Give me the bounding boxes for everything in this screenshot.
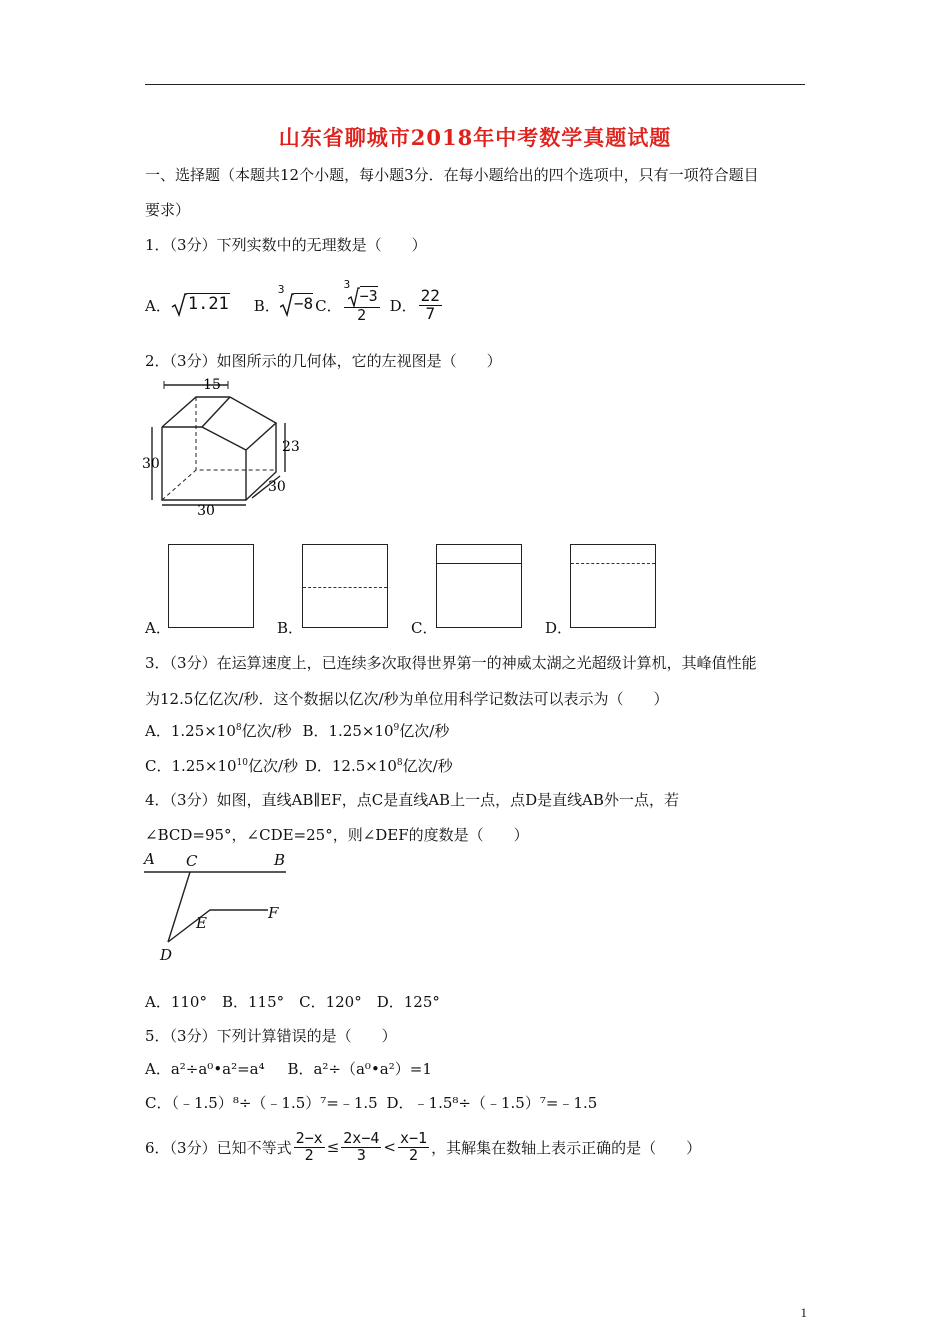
q1-option-c-index: 3 xyxy=(343,277,351,291)
q1-option-c-denominator: 2 xyxy=(357,305,367,324)
q4-line1: 4．（3分）如图，直线AB∥EF，点C是直线AB上一点，点D是直线AB外一点，若 xyxy=(145,791,679,809)
q6-fraction-2-denominator: 3 xyxy=(356,1145,366,1164)
q2-option-c-label: C． xyxy=(411,619,438,637)
q3-line2: 为12.5亿亿次/秒．这个数据以亿次/秒为单位用科学记数法可以表示为（ ） xyxy=(145,690,669,708)
q1-option-d-numerator: 22 xyxy=(420,285,440,305)
q5-option-d: D．﹣1.5⁸÷（﹣1.5）⁷=﹣1.5 xyxy=(386,1094,598,1112)
dim-depth-label: 30 xyxy=(268,479,286,495)
point-b-label: B xyxy=(274,851,286,869)
q1-stem: 1．（3分）下列实数中的无理数是（ ） xyxy=(145,236,427,254)
q6-fraction-2 xyxy=(341,1128,381,1164)
q2-option-b-label: B． xyxy=(277,619,304,637)
q4-geometry-figure xyxy=(140,850,300,965)
q3-option-b-exp: 9 xyxy=(393,723,400,733)
q5-options-row1 xyxy=(145,1058,432,1079)
q3-option-c-unit: 亿次/秒 xyxy=(247,757,299,775)
segment-d-e-f xyxy=(168,910,268,942)
dim-top-label: 15 xyxy=(203,377,221,393)
dim-right-label: 23 xyxy=(282,439,300,455)
q5-options-row2 xyxy=(145,1092,597,1113)
q6-operator-le: ≤ xyxy=(326,1138,340,1156)
q1-option-b-radicand: −8 xyxy=(293,294,314,313)
q2-solid-figure xyxy=(140,375,300,520)
section-heading-line1: 一、选择题（本题共12个小题，每小题3分．在每小题给出的四个选项中，只有一项符合题目 xyxy=(145,166,759,184)
section-heading-line2: 要求） xyxy=(145,201,191,219)
q3-option-c-exp: 10 xyxy=(236,758,248,768)
q6-stem-prefix: 6．（3分）已知不等式 xyxy=(145,1138,292,1157)
q5-stem: 5．（3分）下列计算错误的是（ ） xyxy=(145,1027,397,1045)
q1-option-a-label: A． xyxy=(145,296,171,315)
q6-fraction-3-numerator: x−1 xyxy=(399,1128,428,1147)
q1-option-d-denominator: 7 xyxy=(425,303,436,323)
hidden-line xyxy=(571,563,655,564)
q2-option-a-view xyxy=(168,544,254,628)
q2-option-d-label: D． xyxy=(545,619,573,637)
q1-option-c-radicand: −3 xyxy=(359,286,378,305)
q2-option-d-view xyxy=(570,544,656,628)
q3-option-a-exp: 8 xyxy=(235,723,242,733)
page-title: 山东省聊城市2018年中考数学真题试题 xyxy=(278,125,672,150)
cube-root-sign-icon xyxy=(280,293,294,317)
q6-fraction-2-numerator: 2x−4 xyxy=(343,1128,380,1147)
segment-cd xyxy=(168,872,190,942)
q2-option-b-view xyxy=(302,544,388,628)
q1-option-b-label: B． xyxy=(253,296,280,315)
sqrt-sign-icon xyxy=(171,293,187,317)
q1-option-a-sqrt xyxy=(171,293,230,317)
q3-option-d-unit: 亿次/秒 xyxy=(402,757,453,775)
point-c-label: C xyxy=(186,852,198,870)
q6-fraction-1 xyxy=(294,1128,325,1164)
q4-line2: ∠BCD=95°，∠CDE=25°，则∠DEF的度数是（ ） xyxy=(145,826,529,844)
q2-option-c-view xyxy=(436,544,522,628)
q6-fraction-3-denominator: 2 xyxy=(409,1145,419,1164)
q2-option-a-label: A． xyxy=(145,619,171,637)
q6-fraction-3 xyxy=(398,1128,429,1164)
q1-option-c-label: C． xyxy=(315,296,342,315)
point-d-label: D xyxy=(160,946,173,964)
q3-option-d-exp: 8 xyxy=(396,758,403,768)
q3-option-b: B．1.25×10 xyxy=(302,722,394,740)
hidden-line xyxy=(303,587,387,588)
q6-operator-lt: < xyxy=(383,1138,396,1156)
q3-line1: 3．（3分）在运算速度上，已连续多次取得世界第一的神威太湖之光超级计算机，其峰值性能 xyxy=(145,654,757,672)
dim-bottom-label: 30 xyxy=(197,503,215,519)
q1-option-d-label: D． xyxy=(389,296,417,315)
point-e-label: E xyxy=(196,914,207,932)
point-f-label: F xyxy=(268,904,279,922)
q3-option-b-unit: 亿次/秒 xyxy=(399,722,450,740)
q2-stem: 2．（3分）如图所示的几何体，它的左视图是（ ） xyxy=(145,352,502,370)
q5-option-b: B．a²÷（a⁰•a²）=1 xyxy=(287,1060,432,1078)
point-a-label: A xyxy=(144,850,155,868)
q1-option-b-index: 3 xyxy=(277,283,285,296)
q1-options xyxy=(145,277,444,330)
page-number: 1 xyxy=(800,1305,807,1320)
q5-option-a: A．a²÷a⁰•a²=a⁴ xyxy=(145,1060,265,1078)
q6-stem xyxy=(145,1124,701,1170)
q1-option-b-cuberoot xyxy=(277,283,314,317)
q6-stem-suffix: ，其解集在数轴上表示正确的是（ ） xyxy=(431,1138,702,1157)
dim-left-label: 30 xyxy=(142,456,160,472)
q5-option-c: C．（﹣1.5）⁸÷（﹣1.5）⁷=﹣1.5 xyxy=(145,1094,378,1112)
visible-line xyxy=(437,563,521,564)
q1-option-c-numerator xyxy=(343,277,380,308)
q1-option-c-fraction xyxy=(343,277,380,324)
q6-fraction-1-numerator: 2−x xyxy=(295,1128,323,1147)
q4-options: A．110° B．115° C．120° D．125° xyxy=(145,993,440,1011)
q3-option-a: A．1.25×10 xyxy=(145,722,236,740)
q3-option-c: C．1.25×10 xyxy=(145,757,237,775)
q3-options-row1 xyxy=(145,720,449,741)
q3-options-row2 xyxy=(145,755,453,776)
q3-option-a-unit: 亿次/秒 xyxy=(241,722,292,740)
q1-option-d-fraction xyxy=(419,285,442,323)
header-rule xyxy=(145,84,805,85)
q6-fraction-1-denominator: 2 xyxy=(304,1145,314,1164)
q1-option-a-radicand: 1.21 xyxy=(187,294,229,314)
q3-option-d: D．12.5×10 xyxy=(304,757,397,775)
